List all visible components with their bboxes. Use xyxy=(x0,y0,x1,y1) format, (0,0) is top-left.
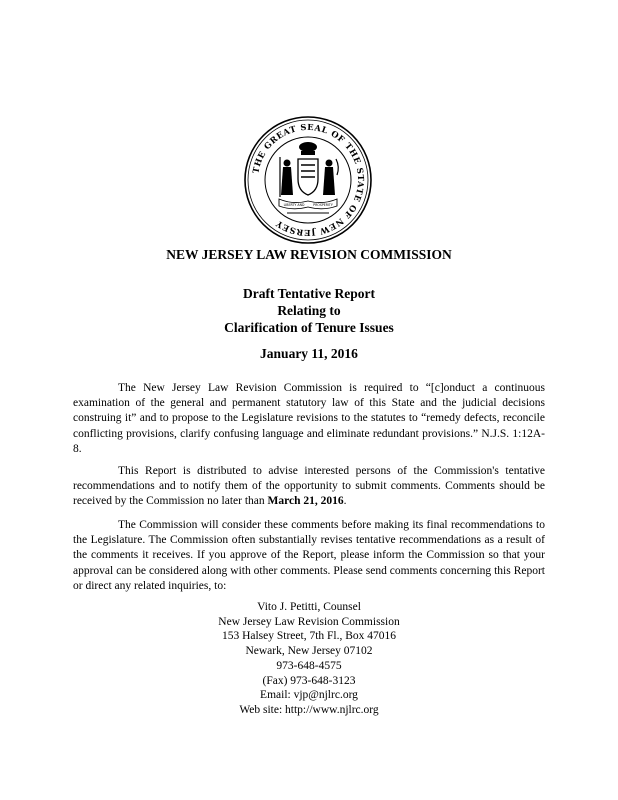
paragraph-mandate: The New Jersey Law Revision Commission is required to “[c]onduct a continuous examination of the general and permanent statutory law of this State and the judicial decisions construing it” and to propose to the Legislature revisions to the statutes to “remedy defects, reconcile conflicting provisions, clarify confusing language and eliminate redundant provisions.” N.J.S. 1:12A-8. xyxy=(73,382,545,455)
organization-heading: NEW JERSEY LAW REVISION COMMISSION xyxy=(166,247,452,262)
paragraph-distribution-end: . xyxy=(343,495,347,508)
state-seal xyxy=(243,115,373,245)
report-title-line-3: Clarification of Tenure Issues xyxy=(224,320,394,335)
report-title xyxy=(0,285,618,336)
report-title-line-1: Draft Tentative Report xyxy=(243,286,375,301)
contact-website: Web site: http://www.njlrc.org xyxy=(239,703,379,716)
contact-block xyxy=(0,600,618,718)
contact-organization: New Jersey Law Revision Commission xyxy=(218,615,400,628)
contact-phone: 973-648-4575 xyxy=(276,659,342,672)
paragraph-comments: The Commission will consider these comments before making its final recommendations to the Legislature. The Commission often substantially revises tentative recommendations as a result of the comments it receives. If you approve of the Report, please inform the Commission so that your approval can be considered along with other comments. Please send comments concerning this Report or direct any related inquiries, to: xyxy=(73,519,545,592)
contact-city: Newark, New Jersey 07102 xyxy=(245,645,373,658)
paragraph-distribution xyxy=(73,464,545,510)
state-seal-graphic xyxy=(243,115,373,245)
contact-fax: (Fax) 973-648-3123 xyxy=(262,674,356,687)
seal-banner-left: LIBERTY AND xyxy=(283,203,305,207)
comment-deadline: March 21, 2016 xyxy=(267,495,344,508)
report-date: January 11, 2016 xyxy=(260,346,358,361)
contact-name: Vito J. Petitti, Counsel xyxy=(257,601,361,613)
paragraph-distribution-text: This Report is distributed to advise interested persons of the Commission's tentative recommendations and to notify them of the opportunity to submit comments. Comments should be received by the Commission no later than xyxy=(73,465,545,508)
report-title-line-2: Relating to xyxy=(277,303,341,318)
seal-ring-text: THE GREAT SEAL OF THE STATE OF NEW JERSEY xyxy=(250,121,367,239)
seal-banner-right: PROSPERITY xyxy=(313,203,333,207)
contact-email: Email: vjp@njlrc.org xyxy=(260,689,358,702)
contact-street: 153 Halsey Street, 7th Fl., Box 47016 xyxy=(221,630,397,643)
